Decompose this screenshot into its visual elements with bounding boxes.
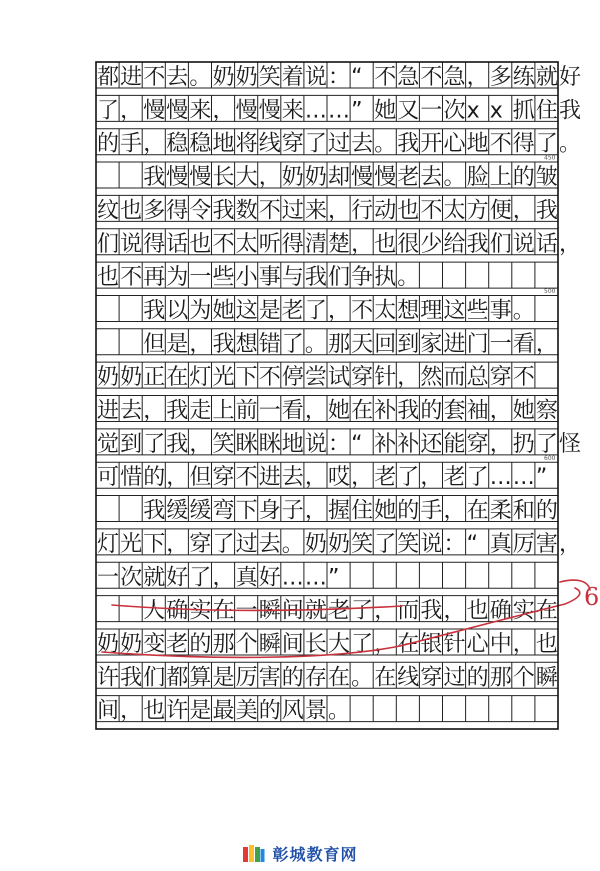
essay-line: 进去，我走上前一看，她在补我的套袖，她察 bbox=[97, 398, 558, 424]
essay-line: 觉到了我，笑眯眯地说：“ 补补还能穿，扔了怪 bbox=[97, 431, 582, 457]
handwritten-essay bbox=[97, 65, 581, 724]
essay-line: 们说得话也不太听得清楚，也很少给我们说话， bbox=[97, 231, 582, 257]
essay-line: 一次就好了，真好……” bbox=[97, 565, 340, 591]
word-count-mark: 450 bbox=[544, 154, 556, 162]
essay-line: 我以为她这是老了，不太想理这些事。 bbox=[143, 298, 535, 324]
essay-line: 奶奶变老的那个瞬间长大了，在银针心中，也 bbox=[97, 631, 558, 657]
essay-line: 许我们都算是厉害的存在。在线穿过的那个瞬 bbox=[97, 665, 558, 691]
word-count-mark: 500 bbox=[544, 288, 556, 296]
book-icon bbox=[242, 844, 266, 864]
brand-name: 彰城教育网 bbox=[272, 845, 358, 864]
footer bbox=[0, 842, 600, 868]
essay-line: 奶奶正在灯光下不停尝试穿针，然而总穿不 bbox=[97, 365, 535, 391]
essay-line: 可惜的，但穿不进去，哎，老了，老了……” bbox=[97, 465, 548, 491]
essay-line: 灯光下，穿了过去。奶奶笑了笑说：“ 真厉害， bbox=[97, 531, 582, 557]
essay-line: 也不再为一些小事与我们争执。 bbox=[97, 265, 420, 291]
essay-line: 纹也多得令我数不过来，行动也不太方便，我 bbox=[97, 198, 558, 224]
essay-line: 人确实在一瞬间就老了，而我，也确实在 bbox=[143, 598, 558, 624]
essay-line: 了，慢慢来，慢慢来……” 她又一次x x 抓住我 bbox=[97, 98, 582, 124]
essay-line: 都进不去。奶奶笑着说：“ 不急不急，多练就好 bbox=[97, 65, 582, 90]
grader-mark: 6 bbox=[584, 583, 600, 611]
word-count-mark: 600 bbox=[544, 454, 556, 462]
essay-line: 间，也许是最美的风景。 bbox=[97, 698, 351, 724]
essay-line: 我慢慢长大，奶奶却慢慢老去。脸上的皱 bbox=[143, 165, 558, 191]
brand-logo bbox=[242, 842, 357, 865]
essay-line: 但是，我想错了。那天回到家进门一看， bbox=[143, 331, 558, 357]
essay-line: 的手，稳稳地将线穿了过去。我开心地不得了。 bbox=[97, 131, 582, 157]
essay-line: 我缓缓弯下身子，握住她的手，在柔和的 bbox=[143, 498, 558, 524]
